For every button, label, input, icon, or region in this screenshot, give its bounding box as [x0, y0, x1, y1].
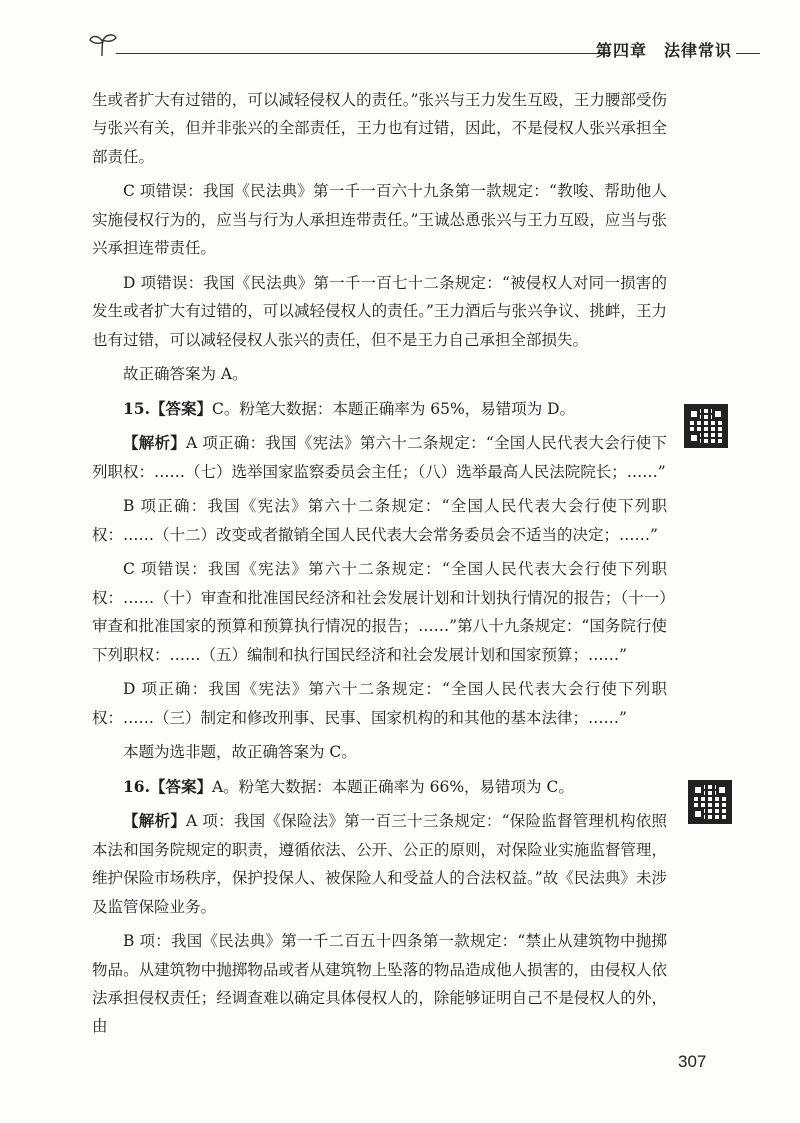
q16-analysis: [92, 807, 667, 921]
page-header: [88, 32, 760, 62]
analysis-text: A 项正确：我国《宪法》第六十二条规定：“全国人民代表大会行使下列职权：……（七）选举国家监察委员会主任；（八）选举最高人民法院院长；……”: [92, 434, 667, 481]
analysis-label: 【解析】: [123, 811, 186, 831]
qr-code-q15[interactable]: [684, 404, 728, 448]
paragraph: B 项：我国《民法典》第一千二百五十四条第一款规定：“禁止从建筑物中抛掷物品。从建筑物中抛掷物品或者从建筑物上坠落的物品造成他人损害的，由侵权人依法承担侵权责任；经调查难以确定具体侵权人的，除能够证明自己不是侵权人的外，由: [92, 932, 667, 1036]
chapter-title: 第四章 法律常识: [595, 41, 732, 60]
page-body: [92, 86, 667, 1047]
analysis-label: 【解析】: [123, 433, 186, 453]
header-rule-right: [736, 53, 760, 54]
answer-label: 16.【答案】: [123, 776, 212, 796]
q16-answer: [92, 773, 667, 801]
paragraph: C 项错误：我国《民法典》第一千一百六十九条第一款规定：“教唆、帮助他人实施侵权行为的，应当与行为人承担连带责任。”王诚怂恿张兴与王力互殴，应当与张兴承担连带责任。: [92, 182, 667, 258]
paragraph: B 项正确：我国《宪法》第六十二条规定：“全国人民代表大会行使下列职权：……（十二）改变或者撤销全国人民代表大会常务委员会不适当的决定；……”: [92, 497, 667, 544]
q15-analysis: [92, 429, 667, 486]
paragraph: D 项正确：我国《宪法》第六十二条规定：“全国人民代表大会行使下列职权：……（三）制定和修改刑事、民事、国家机构的和其他的基本法律；……”: [92, 680, 667, 727]
q15-answer: [92, 395, 667, 423]
page-number: 307: [678, 1052, 707, 1071]
header-rule: [116, 53, 610, 54]
answer-text: C。粉笔大数据：本题正确率为 65%，易错项为 D。: [211, 399, 576, 418]
paragraph: 本题为选非题，故正确答案为 C。: [123, 743, 357, 762]
paragraph: D 项错误：我国《民法典》第一千一百七十二条规定：“被侵权人对同一损害的发生或者扩大有过错的，可以减轻侵权人的责任。”王力酒后与张兴争议、挑衅，王力也有过错，可以减轻侵权人张兴的责任，但不是王力自己承担全部损失。: [92, 273, 667, 349]
paragraph: 故正确答案为 A。: [123, 365, 248, 384]
answer-text: A。粉笔大数据：本题正确率为 66%，易错项为 C。: [211, 777, 574, 796]
analysis-text: A 项：我国《保险法》第一百三十三条规定：“保险监督管理机构依照本法和国务院规定的职责，遵循依法、公开、公正的原则，对保险业实施监督管理，维护保险市场秩序，保护投保人、被保险人和受益人的合法权益。”故《民法典》未涉及监管保险业务。: [92, 812, 667, 916]
sprout-icon: [88, 32, 118, 58]
paragraph: 生或者扩大有过错的，可以减轻侵权人的责任。”张兴与王力发生互殴，王力腰部受伤与张兴有关，但并非张兴的全部责任，王力也有过错，因此，不是侵权人张兴承担全部责任。: [92, 91, 667, 166]
answer-label: 15.【答案】: [123, 398, 212, 418]
paragraph: C 项错误：我国《宪法》第六十二条规定：“全国人民代表大会行使下列职权：……（十）审查和批准国民经济和社会发展计划和计划执行情况的报告；（十一）审查和批准国家的预算和预算执行情况的报告；……”第八十九条规定：“国务院行使下列职权：……（五）编制和执行国民经济和社会发展计划和国家预算；……”: [92, 560, 667, 664]
qr-code-q16[interactable]: [688, 780, 732, 824]
